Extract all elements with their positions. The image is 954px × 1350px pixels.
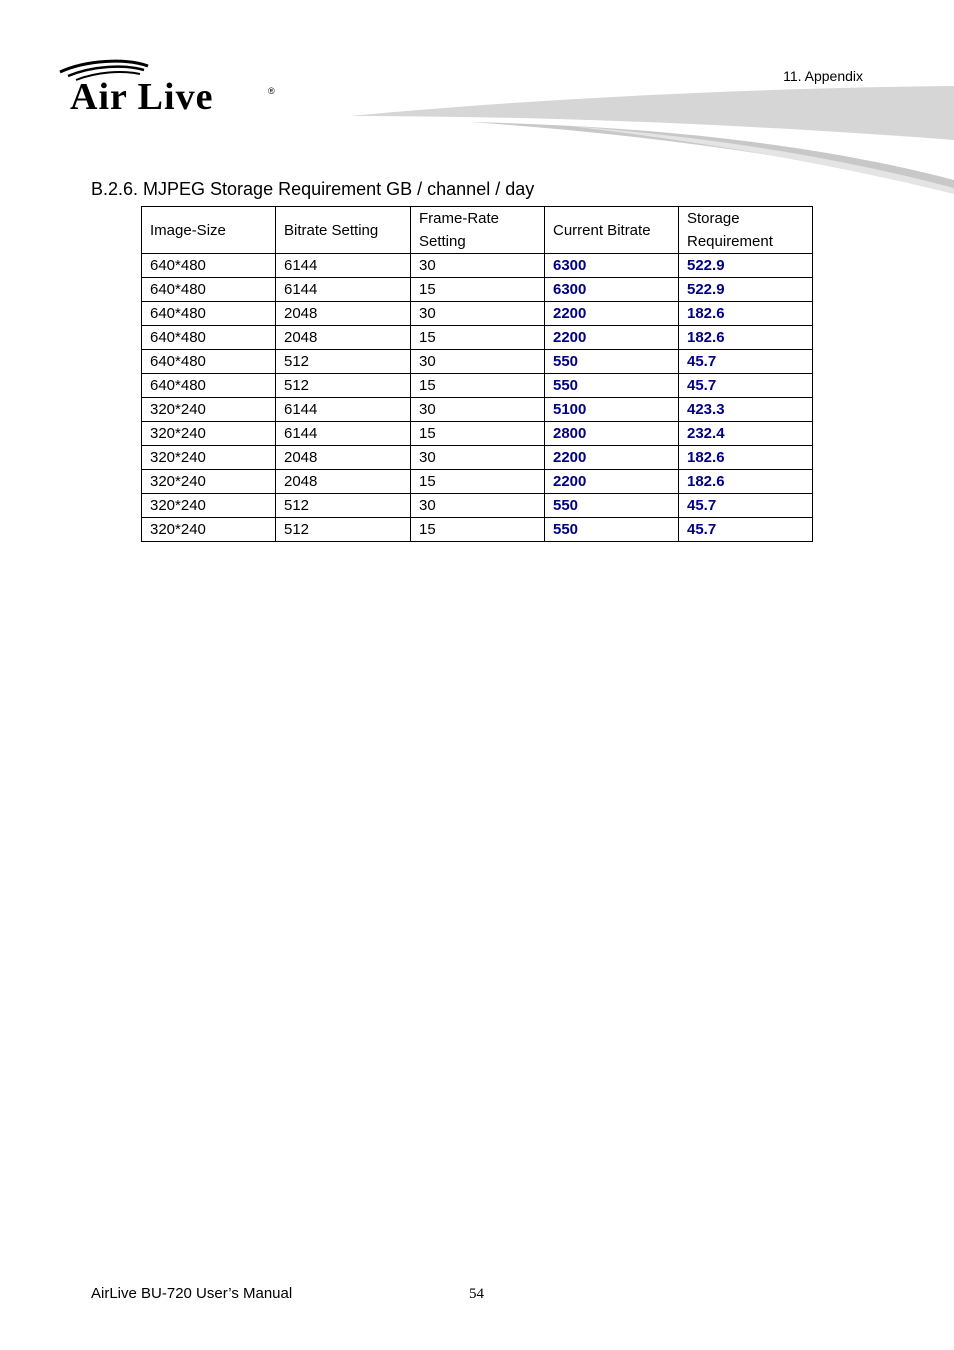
cell-image-size: 320*240 [142,494,276,518]
cell-bitrate-setting: 512 [276,374,411,398]
cell-storage-requirement: 182.6 [679,446,813,470]
cell-image-size: 320*240 [142,470,276,494]
cell-storage-requirement: 45.7 [679,350,813,374]
storage-requirement-table [141,206,813,542]
header-bitrate-setting: Bitrate Setting [276,207,411,254]
cell-current-bitrate: 5100 [545,398,679,422]
table-row [142,494,813,518]
cell-image-size: 320*240 [142,422,276,446]
table-row [142,278,813,302]
cell-frame-rate: 15 [411,518,545,542]
registered-mark: ® [268,86,275,96]
cell-frame-rate: 30 [411,494,545,518]
cell-storage-requirement: 45.7 [679,374,813,398]
cell-bitrate-setting: 2048 [276,470,411,494]
cell-storage-requirement: 232.4 [679,422,813,446]
cell-current-bitrate: 2200 [545,326,679,350]
table-row [142,254,813,278]
airlive-logo: Air Live [70,76,214,118]
cell-storage-requirement: 182.6 [679,326,813,350]
table-row [142,374,813,398]
cell-bitrate-setting: 2048 [276,326,411,350]
cell-frame-rate: 15 [411,470,545,494]
cell-bitrate-setting: 6144 [276,254,411,278]
table-row [142,422,813,446]
table-header-row [142,207,813,254]
section-title: B.2.6. MJPEG Storage Requirement GB / channel / day [91,179,535,199]
cell-storage-requirement: 522.9 [679,278,813,302]
cell-image-size: 640*480 [142,302,276,326]
cell-current-bitrate: 2200 [545,302,679,326]
cell-bitrate-setting: 512 [276,518,411,542]
cell-current-bitrate: 2800 [545,422,679,446]
header-current-bitrate: Current Bitrate [545,207,679,254]
cell-current-bitrate: 6300 [545,254,679,278]
table-row [142,326,813,350]
cell-bitrate-setting: 512 [276,494,411,518]
page-number: 54 [469,1286,484,1302]
cell-frame-rate: 30 [411,254,545,278]
table-row [142,398,813,422]
cell-image-size: 320*240 [142,446,276,470]
cell-current-bitrate: 6300 [545,278,679,302]
cell-frame-rate: 15 [411,278,545,302]
cell-storage-requirement: 45.7 [679,494,813,518]
cell-bitrate-setting: 6144 [276,422,411,446]
cell-image-size: 640*480 [142,254,276,278]
cell-bitrate-setting: 512 [276,350,411,374]
cell-current-bitrate: 2200 [545,446,679,470]
cell-current-bitrate: 550 [545,374,679,398]
header-frame-rate-setting [411,207,545,254]
cell-storage-requirement: 182.6 [679,302,813,326]
header-frame-rate-line1: Frame-Rate [419,210,500,227]
cell-frame-rate: 15 [411,422,545,446]
cell-image-size: 640*480 [142,374,276,398]
cell-image-size: 320*240 [142,518,276,542]
footer-manual-title: AirLive BU-720 User’s Manual [91,1285,293,1302]
cell-bitrate-setting: 2048 [276,446,411,470]
header-image-size: Image-Size [142,207,276,254]
cell-image-size: 320*240 [142,398,276,422]
table-row [142,302,813,326]
table-row [142,518,813,542]
cell-bitrate-setting: 2048 [276,302,411,326]
table-row [142,350,813,374]
cell-storage-requirement: 182.6 [679,470,813,494]
cell-image-size: 640*480 [142,278,276,302]
cell-frame-rate: 15 [411,374,545,398]
cell-frame-rate: 15 [411,326,545,350]
table-row [142,470,813,494]
cell-frame-rate: 30 [411,350,545,374]
header-storage-line1: Storage [687,210,740,227]
cell-image-size: 640*480 [142,350,276,374]
chapter-label: 11. Appendix [783,68,863,84]
table-row [142,446,813,470]
cell-current-bitrate: 550 [545,518,679,542]
cell-storage-requirement: 522.9 [679,254,813,278]
cell-bitrate-setting: 6144 [276,278,411,302]
cell-frame-rate: 30 [411,398,545,422]
cell-storage-requirement: 45.7 [679,518,813,542]
cell-bitrate-setting: 6144 [276,398,411,422]
cell-current-bitrate: 2200 [545,470,679,494]
header-storage-line2: Requirement [687,233,773,250]
cell-current-bitrate: 550 [545,494,679,518]
header-frame-rate-line2: Setting [419,233,466,250]
cell-storage-requirement: 423.3 [679,398,813,422]
cell-frame-rate: 30 [411,302,545,326]
header-storage-requirement [679,207,813,254]
cell-current-bitrate: 550 [545,350,679,374]
cell-image-size: 640*480 [142,326,276,350]
cell-frame-rate: 30 [411,446,545,470]
